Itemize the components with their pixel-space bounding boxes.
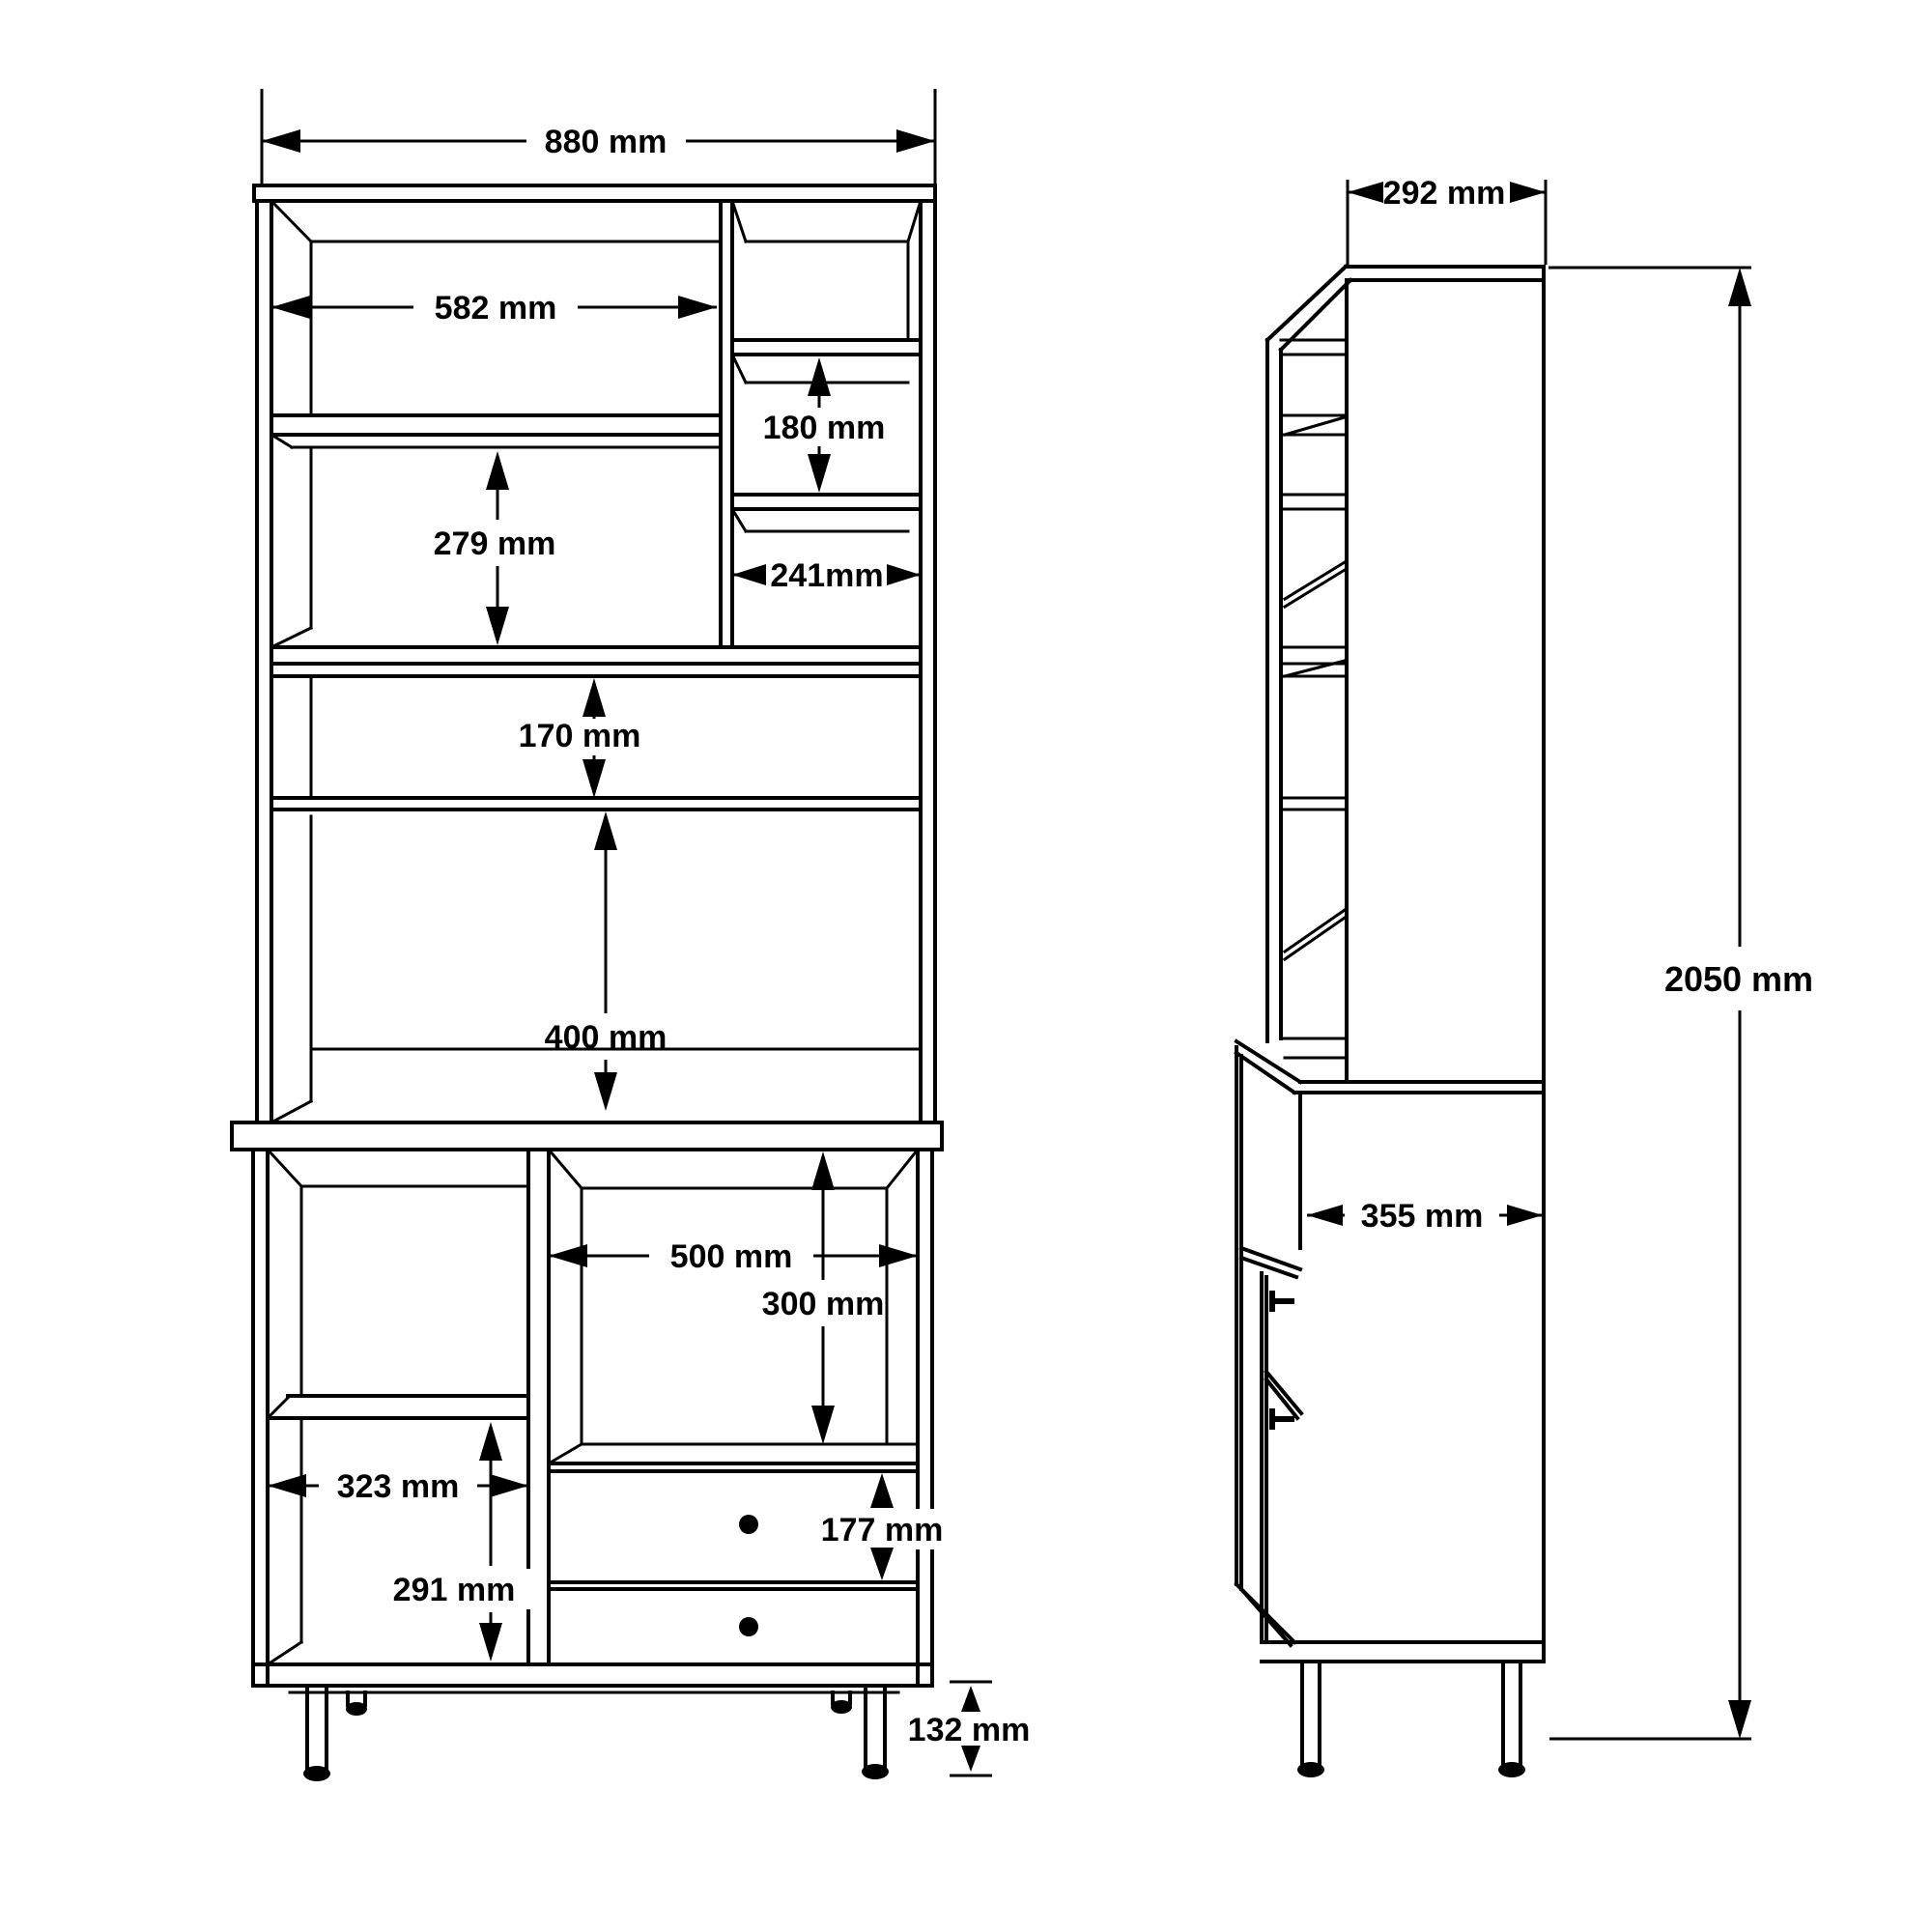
dim-label-279: 279 mm — [433, 526, 556, 562]
dim-label-323: 323 mm — [336, 1468, 460, 1505]
dim-open-section-height — [545, 811, 668, 1111]
dim-base-niche-height — [762, 1151, 885, 1444]
dim-label-177: 177 mm — [820, 1512, 944, 1548]
side-hutch-structure — [1267, 267, 1544, 1662]
dim-label-292: 292 mm — [1382, 175, 1506, 212]
dim-left-compartment-height — [434, 451, 556, 645]
dim-label-291: 291 mm — [392, 1572, 516, 1608]
drawer-knobs — [739, 1515, 758, 1636]
dim-drawer-height — [800, 1473, 966, 1580]
front-leg-foot — [862, 1764, 889, 1779]
dim-label-300: 300 mm — [761, 1286, 885, 1322]
front-hutch-structure — [254, 185, 935, 1122]
drawer-knob-bottom — [739, 1617, 758, 1636]
dim-label-180: 180 mm — [762, 410, 886, 446]
side-base-structure — [1236, 1041, 1544, 1662]
dim-right-cubby-height — [763, 357, 886, 493]
dim-label-500: 500 mm — [669, 1238, 793, 1275]
drawer-handle-top — [1272, 1291, 1294, 1312]
front-view — [232, 89, 1030, 1781]
dim-label-880: 880 mm — [544, 124, 668, 160]
front-leg-foot — [831, 1700, 852, 1714]
dim-right-cubby-width — [732, 557, 921, 594]
dim-base-depth — [1307, 1198, 1543, 1235]
dim-label-582: 582 mm — [434, 290, 557, 327]
dim-total-height — [1548, 268, 1828, 1739]
side-leg-foot — [1498, 1762, 1525, 1777]
side-view — [1236, 175, 1828, 1777]
side-leg-foot — [1297, 1762, 1324, 1777]
dim-base-left-height — [372, 1422, 538, 1662]
dim-label-132: 132 mm — [907, 1712, 1031, 1748]
dim-leg-height — [908, 1682, 1031, 1776]
side-legs — [1297, 1662, 1525, 1777]
dim-label-241: 241mm — [770, 557, 884, 594]
front-leg-lines — [307, 1686, 885, 1768]
dim-total-width — [262, 89, 935, 184]
side-leg-lines — [1302, 1662, 1520, 1764]
dim-label-170: 170 mm — [518, 718, 641, 754]
side-shelf-edges — [1281, 340, 1347, 1058]
dim-label-400: 400 mm — [544, 1019, 668, 1056]
dim-middle-shelf-gap — [519, 678, 641, 798]
dim-top-shelf-width — [271, 290, 717, 327]
front-leg-foot — [346, 1702, 367, 1716]
front-legs — [303, 1686, 889, 1781]
drawer-knob-top — [739, 1515, 758, 1534]
dim-base-niche-width — [549, 1238, 918, 1275]
dim-label-355: 355 mm — [1360, 1198, 1484, 1235]
front-leg-foot — [303, 1766, 330, 1781]
front-base-structure — [232, 1122, 942, 1686]
dim-top-depth — [1348, 175, 1546, 265]
dim-label-2050: 2050 mm — [1663, 959, 1814, 999]
